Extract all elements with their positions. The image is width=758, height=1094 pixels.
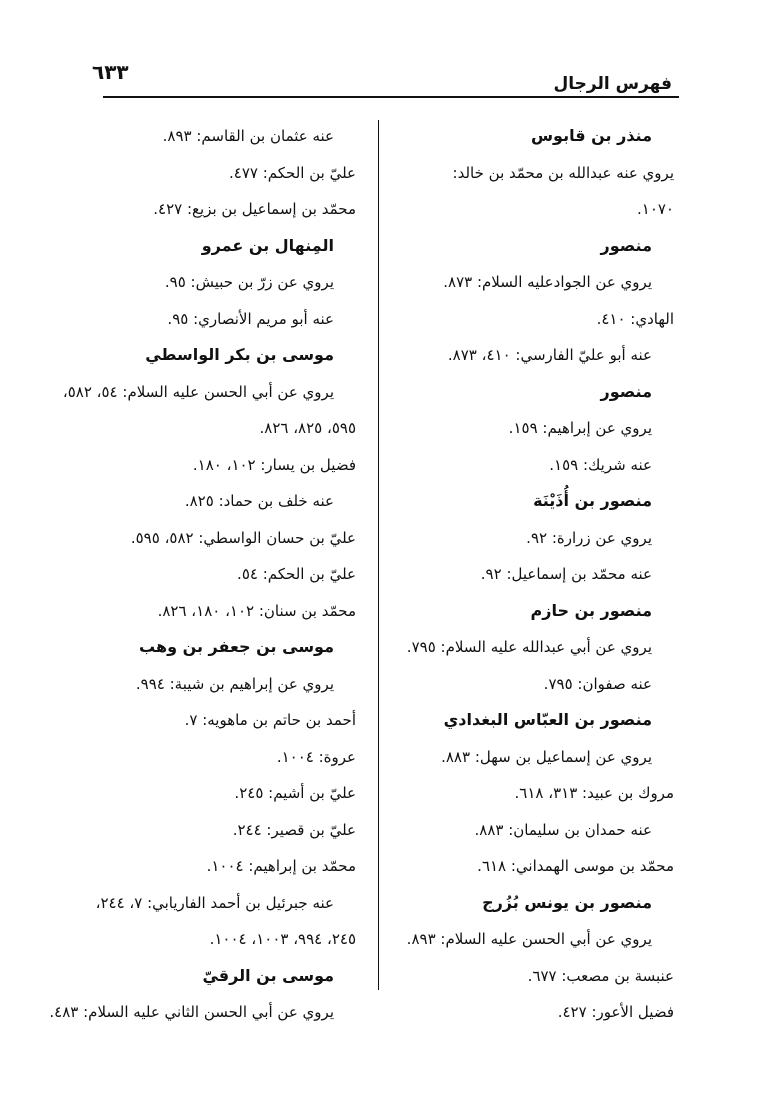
index-entry: عنه خلف بن حماد: ٨٢٥.	[184, 492, 334, 510]
index-entry: محمّد بن موسى الهمداني: ٦١٨.	[477, 857, 674, 875]
index-entry: عليّ بن حسان الواسطي: ٥٨٢، ٥٩٥.	[130, 528, 356, 547]
index-name-heading: موسى بن جعفر بن وهب	[139, 637, 334, 656]
index-name-heading: منصور بن أُذَيْنَة	[533, 491, 652, 510]
index-entry: عنه جبرئيل بن أحمد الفاريابي: ٧، ٢٤٤،	[95, 893, 334, 912]
index-entry: يروي عن زرارة: ٩٢.	[526, 528, 652, 547]
index-entry: فضيل الأعور: ٤٢٧.	[557, 1003, 674, 1021]
index-name-heading: منصور	[600, 381, 652, 401]
index-entry: عليّ بن أشيم: ٢٤٥.	[234, 784, 356, 802]
index-entry: عنه عثمان بن القاسم: ٨٩٣.	[162, 127, 334, 145]
index-entry: ١٠٧٠.	[636, 200, 674, 218]
index-name-heading: موسى بن الرقيّ	[202, 965, 334, 985]
index-entry: عنبسة بن مصعب: ٦٧٧.	[527, 966, 674, 985]
index-entry: مروك بن عبيد: ٣١٣، ٦١٨.	[514, 784, 674, 802]
index-entry: عليّ بن الحكم: ٥٤.	[237, 565, 356, 583]
right-column	[396, 118, 674, 1031]
index-entry: الهادي: ٤١٠.	[596, 309, 674, 328]
index-entry: فضيل بن يسار: ١٠٢، ١٨٠.	[192, 455, 356, 474]
index-entry: يروي عن أبي الحسن الثاني عليه السلام: ٤٨٣.	[49, 1003, 334, 1021]
index-entry: محمّد بن إبراهيم: ١٠٠٤.	[206, 857, 356, 875]
index-entry: عنه محمّد بن إسماعيل: ٩٢.	[480, 565, 652, 583]
index-entry: عنه شريك: ١٥٩.	[549, 455, 652, 474]
index-entry: عنه حمدان بن سليمان: ٨٨٣.	[474, 820, 652, 839]
index-name-heading: موسى بن بكر الواسطي	[145, 345, 334, 364]
index-entry: يروي عن زرّ بن حبيش: ٩٥.	[164, 273, 334, 291]
index-entry: يروي عن إسماعيل بن سهل: ٨٨٣.	[441, 747, 652, 766]
index-name-heading: منصور بن العبّاس البغدادي	[443, 710, 652, 729]
left-column	[49, 118, 356, 1031]
index-entry: يروي عن إبراهيم بن شيبة: ٩٩٤.	[135, 674, 334, 693]
index-entry: عليّ بن الحكم: ٤٧٧.	[228, 163, 356, 182]
index-entry: ٥٩٥، ٨٢٥، ٨٢٦.	[259, 419, 356, 437]
index-entry: عنه أبو مريم الأنصاري: ٩٥.	[167, 309, 334, 328]
index-entry: يروي عن أبي عبدالله عليه السلام: ٧٩٥.	[406, 638, 652, 656]
index-entry: عليّ بن قصير: ٢٤٤.	[232, 820, 356, 839]
header-rule	[103, 96, 679, 98]
column-divider	[378, 120, 379, 990]
index-entry: يروي عنه عبدالله بن محمّد بن خالد:	[452, 163, 674, 182]
index-entry: يروي عن الجوادعليه السلام: ٨٧٣.	[443, 273, 652, 291]
index-entry: عنه أبو عليّ الفارسي: ٤١٠، ٨٧٣.	[447, 346, 652, 364]
index-entry: أحمد بن حاتم بن ماهويه: ٧.	[184, 711, 356, 729]
index-entry: عروة: ١٠٠٤.	[276, 747, 356, 766]
index-entry: محمّد بن سنان: ١٠٢، ١٨٠، ٨٢٦.	[157, 601, 356, 620]
index-entry: محمّد بن إسماعيل بن بزيع: ٤٢٧.	[153, 200, 356, 218]
index-entry: عنه صفوان: ٧٩٥.	[543, 674, 652, 693]
running-title: فهرس الرجال	[553, 74, 672, 94]
index-entry: ٢٤٥، ٩٩٤، ١٠٠٣، ١٠٠٤.	[209, 930, 356, 948]
index-entry: يروي عن أبي الحسن عليه السلام: ٨٩٣.	[406, 930, 652, 948]
index-entry: يروي عن أبي الحسن عليه السلام: ٥٤، ٥٨٢،	[62, 382, 334, 401]
index-name-heading: منذر بن قابوس	[530, 126, 652, 145]
index-entry: يروي عن إبراهيم: ١٥٩.	[508, 419, 652, 437]
index-name-heading: المِنهال بن عمرو	[201, 235, 334, 255]
page-number: ٦٣٣	[92, 60, 129, 84]
index-name-heading: منصور	[600, 235, 652, 255]
index-name-heading: منصور بن يونس بُزُرج	[482, 892, 652, 912]
index-name-heading: منصور بن حازم	[530, 600, 652, 620]
